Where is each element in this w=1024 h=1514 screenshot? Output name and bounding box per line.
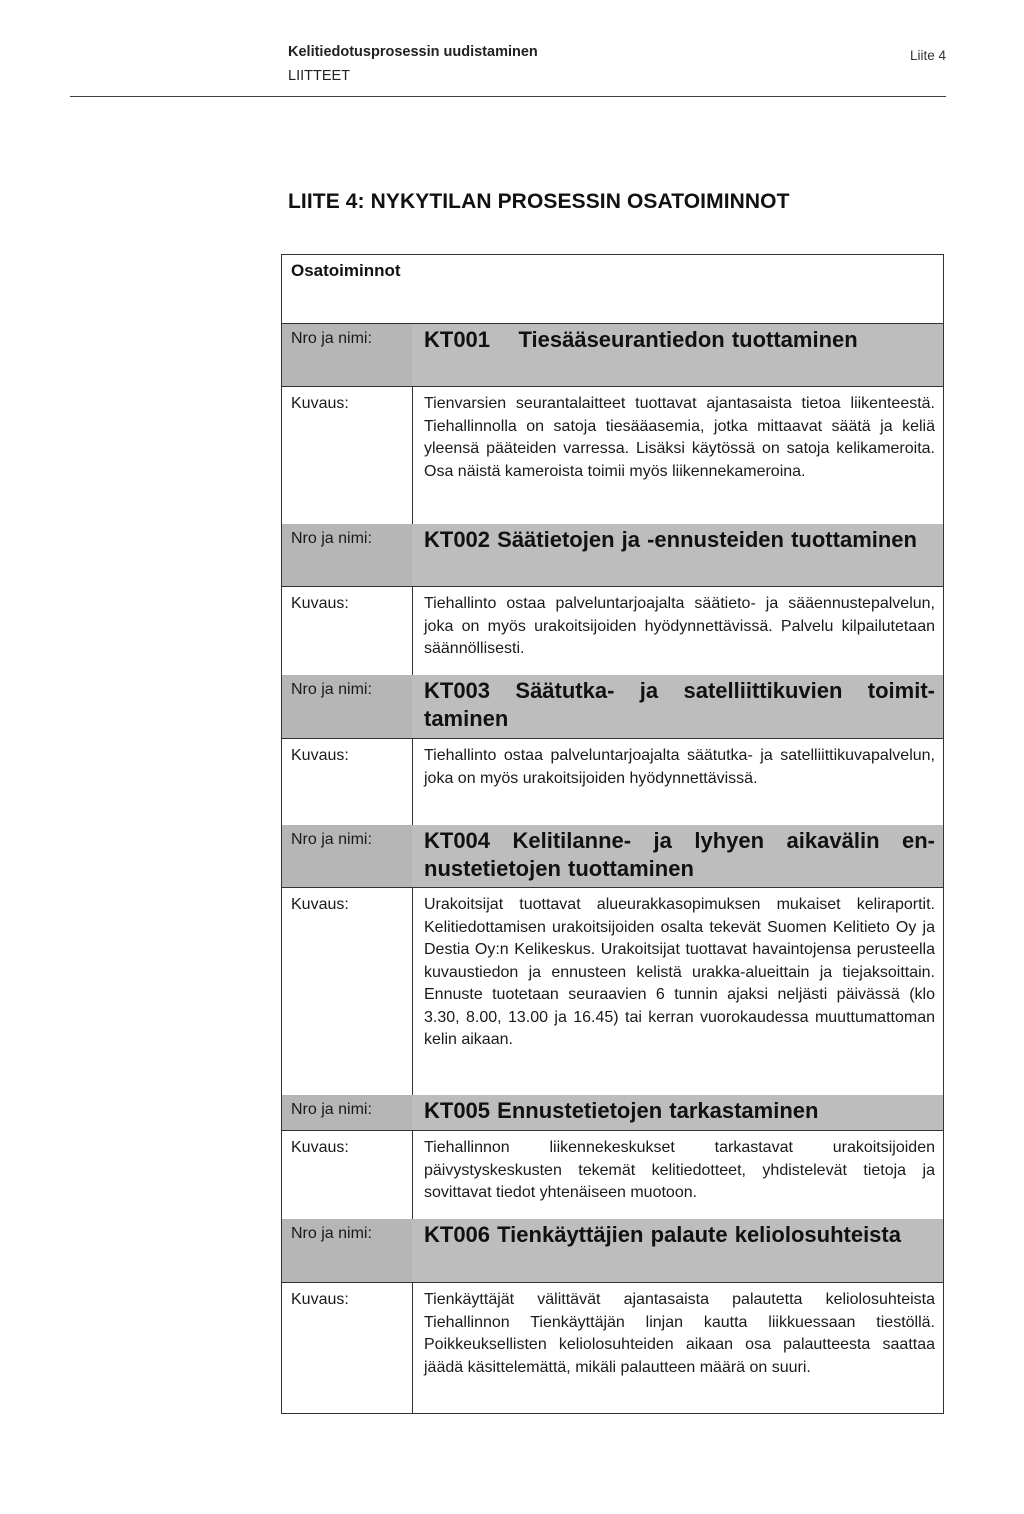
item-name-row (282, 524, 943, 587)
item-name-row (282, 675, 943, 739)
item-name: KT002 Säätietojen ja -ennusteiden tuottaminen (424, 527, 917, 552)
item-description-row (282, 1283, 943, 1411)
name-label: Nro ja nimi: (282, 675, 412, 738)
item-name-row (282, 825, 943, 888)
item-description: Urakoitsijat tuottavat alueurakkasopimuksen mukaiset keliraportit. Kelitiedottamisen urakoitsijoiden osalta tekevät Suomen Kelitieto Oy ja Destia Oy:n Kelikeskus. Urakoitsijat tuottavat havaintojensa perusteella kuvaustiedon ja ennusteen kelistä urakka-alueittain ja tiejaksoittain. Ennuste tuotetaan seuraavien 6 tunnin ajaksi neljästi päivässä (klo 3.30, 8.00, 13.00 ja 16.45) tai kerran vuorokaudessa muuttumattoman kelin aikaan. (424, 896, 935, 1048)
name-label: Nro ja nimi: (282, 524, 412, 586)
header-divider (70, 96, 946, 97)
item-description: Tiehallinnon liikennekeskukset tarkastavat urakoitsijoiden päivystyskeskusten tekemät kelitiedotteet, yhdistelevät tietoja ja sovittavat tiedot yhtenäiseen muotoon. (424, 1139, 935, 1201)
description-label: Kuvaus: (291, 1291, 349, 1308)
item-description-row (282, 1131, 943, 1221)
item-description-row (282, 888, 943, 1104)
item-name: KT006 Tienkäyttäjien palaute keliolosuhteista (424, 1222, 901, 1247)
description-label: Kuvaus: (291, 1139, 349, 1156)
item-description: Tienkäyttäjät välittävät ajantasaista palautetta keliolosuhteista Tiehallinnon Tienkäyttäjän linjan kautta liikkuessaan tiestöllä. Poikkeuksellisten keliolosuhteiden aikaan osa palautteesta saattaa jäädä käsittelemättä, mikäli palautteen määrä on suuri. (424, 1291, 935, 1376)
description-label: Kuvaus: (291, 896, 349, 913)
item-description-row (282, 587, 943, 681)
item-name: KT001 Tiesääseurantiedon tuottaminen (424, 327, 858, 352)
name-label: Nro ja nimi: (282, 1219, 412, 1282)
item-name-row (282, 1219, 943, 1283)
section-subtitle: LIITTEET (288, 68, 351, 84)
item-description: Tienvarsien seurantalaitteet tuottavat ajantasaista tietoa liikenteestä. Tiehallinnolla on satoja tiesääasemia, jotka mittaavat säätä ja keliä yleensä pääteiden varressa. Lisäksi käytössä on satoja kelikameroita. Osa näistä kameroista toimii myös liikennekameroina. (424, 395, 935, 480)
description-label: Kuvaus: (291, 395, 349, 412)
item-description-row (282, 387, 943, 529)
page-title: LIITE 4: NYKYTILAN PROSESSIN OSATOIMINNOT (288, 190, 790, 213)
item-description: Tiehallinto ostaa palveluntarjoajalta säätieto- ja sääennustepalvelun, joka on myös urakoitsijoiden hyödynnettävissä. Palvelu kilpailutetaan säännöllisesti. (424, 595, 935, 657)
item-name: KT003 Säätutka- ja satelliittikuvien toimittaminen (424, 678, 935, 731)
description-label: Kuvaus: (291, 595, 349, 612)
item-name-row (282, 1095, 943, 1131)
name-label: Nro ja nimi: (282, 324, 412, 386)
name-label: Nro ja nimi: (282, 825, 412, 887)
document-title-header: Kelitiedotusprosessin uudistaminen (288, 44, 538, 60)
name-label: Nro ja nimi: (282, 1095, 412, 1130)
subfunctions-table (281, 254, 944, 1414)
page-number: Liite 4 (909, 48, 946, 63)
table-heading: Osatoiminnot (282, 255, 943, 324)
item-description: Tiehallinto ostaa palveluntarjoajalta säätutka- ja satelliittikuvapalvelun, joka on myös urakoitsijoiden hyödynnettävissä. (424, 747, 935, 787)
item-name: KT005 Ennustetietojen tarkastaminen (424, 1098, 819, 1123)
item-description-row (282, 739, 943, 825)
description-label: Kuvaus: (291, 747, 349, 764)
item-name-row (282, 324, 943, 387)
item-name: KT004 Kelitilanne- ja lyhyen aikavälin ennustetietojen tuottaminen (424, 828, 935, 881)
